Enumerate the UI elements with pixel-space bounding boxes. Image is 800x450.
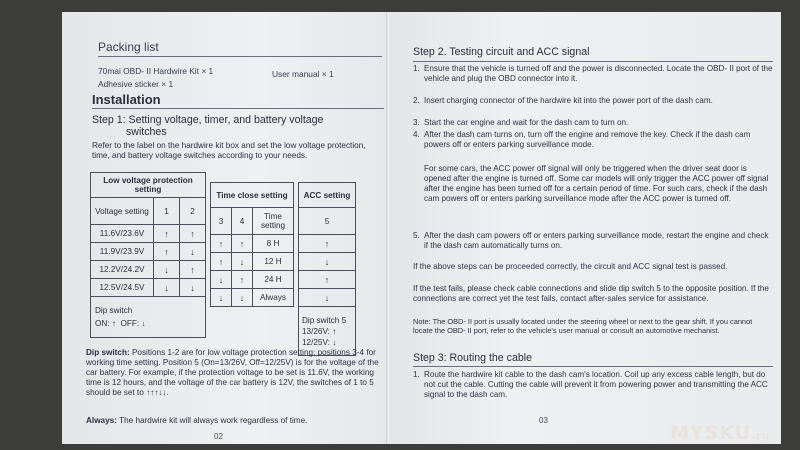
step3-title: Step 3: Routing the cable: [413, 352, 532, 364]
table-row: ↑: [299, 235, 356, 253]
divider: [413, 366, 773, 367]
table-row: ↓ ↑ 24 H: [211, 271, 294, 289]
packing-item: 70mai OBD- II Hardwire Kit × 1: [98, 66, 214, 76]
test-passed-paragraph: If the above steps can be proceeded correctly, the circuit and ACC signal test is passed.: [413, 262, 728, 271]
test-failed-paragraph: If the test fails, please check cable connections and slide dip switch 5 to the opposite position. If the connections are correct yet the test fails, contact after-sales service for assistance.: [413, 284, 769, 303]
packing-list-title: Packing list: [98, 40, 159, 54]
dip-switch-explanation: Dip switch: Positions 1-2 are for low voltage protection setting; positions 3-4 for working time setting. Position 5 (On=13/26V, Off=12/25V) is for the voltage of the car battery. For example, if the protection voltage to be set is 11.6V, the working time is 12 hours, and the voltage of the car battery is 12V, the switches of 1 to 5 should be set to ↑↑↑↓↓.: [86, 348, 379, 397]
table-row: ↑ ↑ 8 H: [211, 235, 294, 253]
obd-note: Note: The OBD- II port is usually located under the steering wheel or next to the gear shift. If you cannot locate the OBD- II port, refer to the vehicle's user manual or consult an automotive mechanist.: [413, 317, 753, 335]
page-number: 02: [214, 432, 223, 441]
always-note: Always: The hardwire kit will always work regardless of time.: [86, 416, 308, 425]
step2-item: 5. After the dash cam powers off or enters parking surveillance mode, restart the engine and check if the dash cam automatically turns on.: [413, 231, 769, 250]
col-header: 1: [154, 198, 180, 225]
page-number: 03: [539, 416, 548, 425]
col-header: Voltage setting: [91, 198, 154, 225]
table-header: Time close setting: [211, 183, 294, 208]
step2-item: 1. Ensure that the vehicle is turned off and the power is disconnected. Locate the OBD- II port of the vehicle and plug the OBD connector into it.: [413, 64, 773, 83]
col-header: 2: [179, 198, 205, 225]
table-header: ACC setting: [299, 183, 356, 208]
table-row: ↓: [299, 289, 356, 307]
table-header: Low voltage protection setting: [91, 173, 206, 198]
table-row: 12.2V/24.2V ↓ ↑: [91, 261, 206, 279]
acc-table: ACC setting 5 ↑ ↓ ↑ ↓ Dip switch 5 13/26V: ↑ 12/25V: ↓: [298, 182, 356, 356]
dip-legend: Dip switch ON: ↑ OFF: ↓: [91, 297, 206, 338]
packing-item: User manual × 1: [272, 69, 334, 79]
step2-item: 4. After the dash cam turns on, turn off the engine and remove the key. Check if the dash cam powers off or enters parking surveillance mode.: [413, 130, 751, 149]
table-row: 11.9V/23.9V ↑ ↓: [91, 243, 206, 261]
table-row: ↓ ↓ Always: [211, 289, 294, 307]
step1-title-cont: switches: [126, 126, 167, 138]
step2-item: 2. Insert charging connector of the hardwire kit into the power port of the dash cam.: [413, 96, 713, 105]
table-row: ↑: [299, 271, 356, 289]
step3-item: 1. Route the hardwire kit cable to the dash cam's location. Coil up any excess cable length, but do not cut the cable. Cutting the cable will prevent it from powering power and transmitting the ACC signal to the dash cam.: [413, 370, 768, 399]
step1-intro: Refer to the label on the hardwire kit box and set the low voltage protection, time, and battery voltage switches according to your needs.: [92, 141, 366, 160]
manual-page-left: [62, 12, 388, 444]
step2-item4-detail: For some cars, the ACC power off signal will only be triggered when the driver seat door is opened after the engine is turned off. Some car models will only trigger the ACC power off signal after the engine has been turned off for a certain period of time. For such cars, check if the dash cam powers off or enters parking surveillance mode after the ACC power is turned off.: [424, 164, 769, 203]
installation-title: Installation: [92, 92, 161, 107]
table-row: 11.6V/23.6V ↑ ↑: [91, 225, 206, 243]
divider: [98, 56, 382, 57]
packing-item: Adhesive sticker × 1: [98, 79, 174, 89]
manual-page-right: [389, 12, 781, 444]
table-row: ↓: [299, 253, 356, 271]
time-close-table: Time close setting 3 4 Time setting ↑ ↑ 8 H ↑ ↓ 12 H ↓ ↑ 24 H ↓ ↓ Always: [210, 182, 294, 307]
step2-title: Step 2. Testing circuit and ACC signal: [413, 46, 590, 58]
table-row: 12.5V/24.5V ↓ ↓: [91, 279, 206, 297]
table-row: ↑ ↓ 12 H: [211, 253, 294, 271]
step2-item: 3. Start the car engine and wait for the dash cam to turn on.: [413, 118, 629, 127]
acc-legend: Dip switch 5 13/26V: ↑ 12/25V: ↓: [299, 307, 356, 356]
divider: [92, 108, 384, 109]
low-voltage-table: [90, 172, 206, 338]
step1-title: Step 1: Setting voltage, timer, and battery voltage: [92, 114, 324, 126]
divider: [413, 61, 773, 62]
mysku-watermark: MYSKU.ru: [669, 422, 770, 444]
